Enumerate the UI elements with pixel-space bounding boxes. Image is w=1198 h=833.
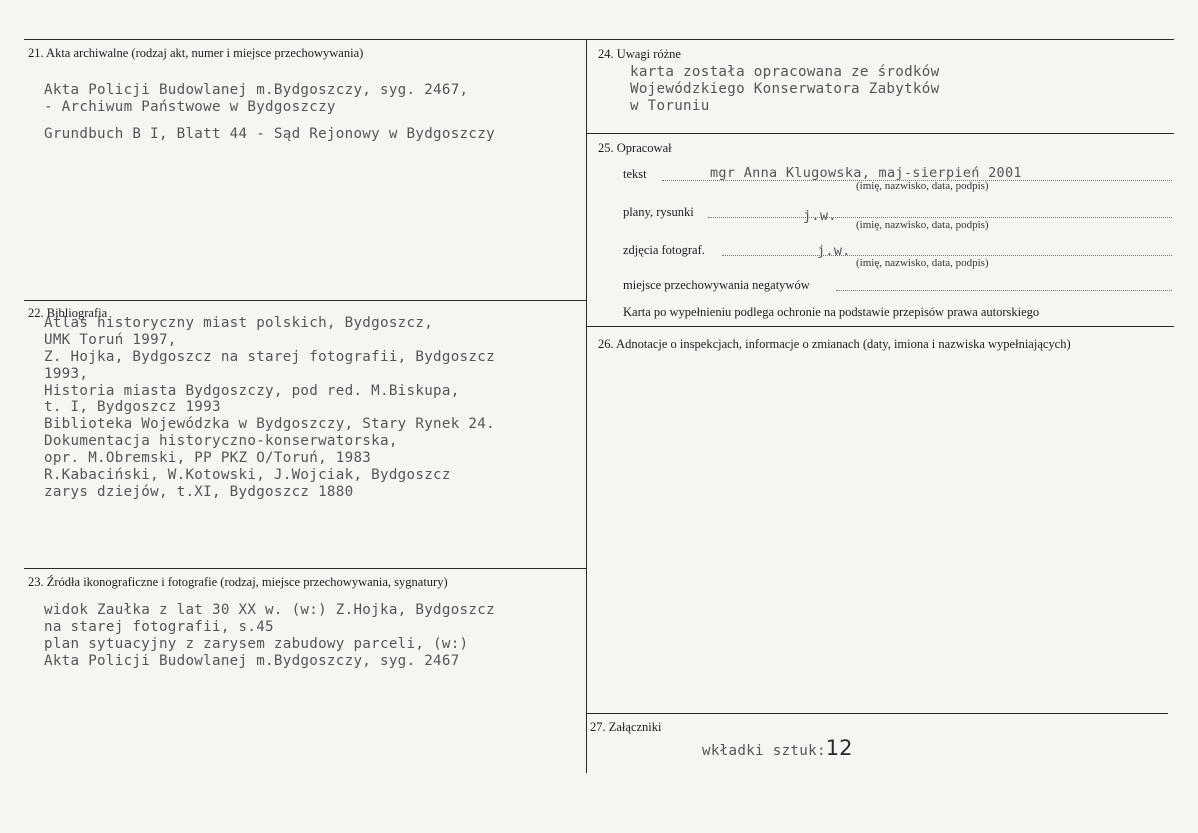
center-divider (586, 39, 587, 773)
section-24-line: Wojewódzkiego Konserwatora Zabytków (630, 81, 940, 97)
section-23-line: na starej fotografii, s.45 (44, 619, 274, 635)
section-24-text (630, 64, 939, 115)
tekst-label: tekst (623, 167, 647, 181)
section-22-label: 22. Bibliografia (28, 306, 108, 320)
section-22-line: Z. Hojka, Bydgoszcz na starej fotografii, Bydgoszcz (44, 348, 495, 365)
tekst-hint: (imię, nazwisko, data, podpis) (856, 180, 989, 192)
attachments (702, 736, 853, 763)
divider-21-22 (24, 300, 586, 301)
section-23-line: widok Zaułka z lat 30 XX w. (w:) Z.Hojka, Bydgoszcz (44, 602, 495, 618)
section-21-text (44, 82, 495, 143)
section-23-line: plan sytuacyjny z zarysem zabudowy parceli, (w:) (44, 636, 469, 652)
section-22-line: Dokumentacja historyczno-konserwatorska, (44, 433, 398, 450)
section-24-label: 24. Uwagi różne (598, 47, 681, 61)
divider-26-27 (586, 713, 1168, 714)
section-24-line: karta została opracowana ze środków (630, 64, 940, 80)
section-21-line: Grundbuch B I, Blatt 44 - Sąd Rejonowy w Bydgoszczy (44, 126, 495, 142)
divider-22-23 (24, 568, 586, 569)
copyright-note: Karta po wypełnieniu podlega ochronie na podstawie przepisów prawa autorskiego (623, 305, 1040, 319)
plany-value: j.w. (803, 208, 837, 224)
plany-hint: (imię, nazwisko, data, podpis) (856, 219, 989, 231)
plany-label: plany, rysunki (623, 205, 694, 219)
section-22-line: t. I, Bydgoszcz 1993 (44, 399, 221, 416)
section-22-line: R.Kabaciński, W.Kotowski, J.Wojciak, Bydgoszcz (44, 467, 451, 484)
section-22-line: Historia miasta Bydgoszczy, pod red. M.Biskupa, (44, 382, 460, 399)
section-21-line: Akta Policji Budowlanej m.Bydgoszczy, syg. 2467, (44, 82, 469, 98)
zdjecia-label: zdjęcia fotograf. (623, 243, 705, 257)
section-24-line: w Toruniu (630, 98, 710, 114)
negatives-dotted-line (836, 290, 1172, 291)
section-22-line: opr. M.Obremski, PP PKZ O/Toruń, 1983 (44, 450, 372, 467)
attachments-label: wkładki sztuk: (702, 743, 826, 759)
negatives-label: miejsce przechowywania negatywów (623, 278, 810, 292)
section-26-label: 26. Adnotacje o inspekcjach, informacje o zmianach (daty, imiona i nazwiska wypełniających) (598, 337, 1071, 351)
section-22-line: Biblioteka Wojewódzka w Bydgoszczy, Stary Rynek 24. (44, 416, 495, 433)
attachments-count: 12 (825, 736, 853, 760)
section-22-text (44, 315, 495, 501)
section-23-text (44, 602, 495, 670)
zdjecia-hint: (imię, nazwisko, data, podpis) (856, 257, 989, 269)
section-21-line: - Archiwum Państwowe w Bydgoszczy (44, 99, 336, 115)
section-21-label: 21. Akta archiwalne (rodzaj akt, numer i miejsce przechowywania) (28, 46, 364, 60)
zdjecia-value: j.w. (817, 243, 851, 259)
divider-24-25 (586, 133, 1174, 134)
section-22-line: UMK Toruń 1997, (44, 331, 177, 348)
section-22-line: zarys dziejów, t.XI, Bydgoszcz 1880 (44, 483, 354, 500)
divider-25-26 (586, 326, 1174, 327)
section-23-line: Akta Policji Budowlanej m.Bydgoszczy, syg. 2467 (44, 653, 460, 669)
section-23-label: 23. Źródła ikonograficzne i fotografie (rodzaj, miejsce przechowywania, sygnatury) (28, 575, 448, 589)
tekst-value: mgr Anna Klugowska, maj-sierpień 2001 (710, 165, 1022, 181)
plany-dotted-line (708, 217, 1172, 218)
section-27-label: 27. Załączniki (590, 720, 662, 734)
section-22-line: Atlas historyczny miast polskich, Bydgoszcz, (44, 315, 434, 331)
top-border-line (24, 39, 1174, 40)
zdjecia-dotted-line (722, 255, 1172, 256)
section-25-label: 25. Opracował (598, 141, 672, 155)
section-22-line: 1993, (44, 365, 89, 382)
